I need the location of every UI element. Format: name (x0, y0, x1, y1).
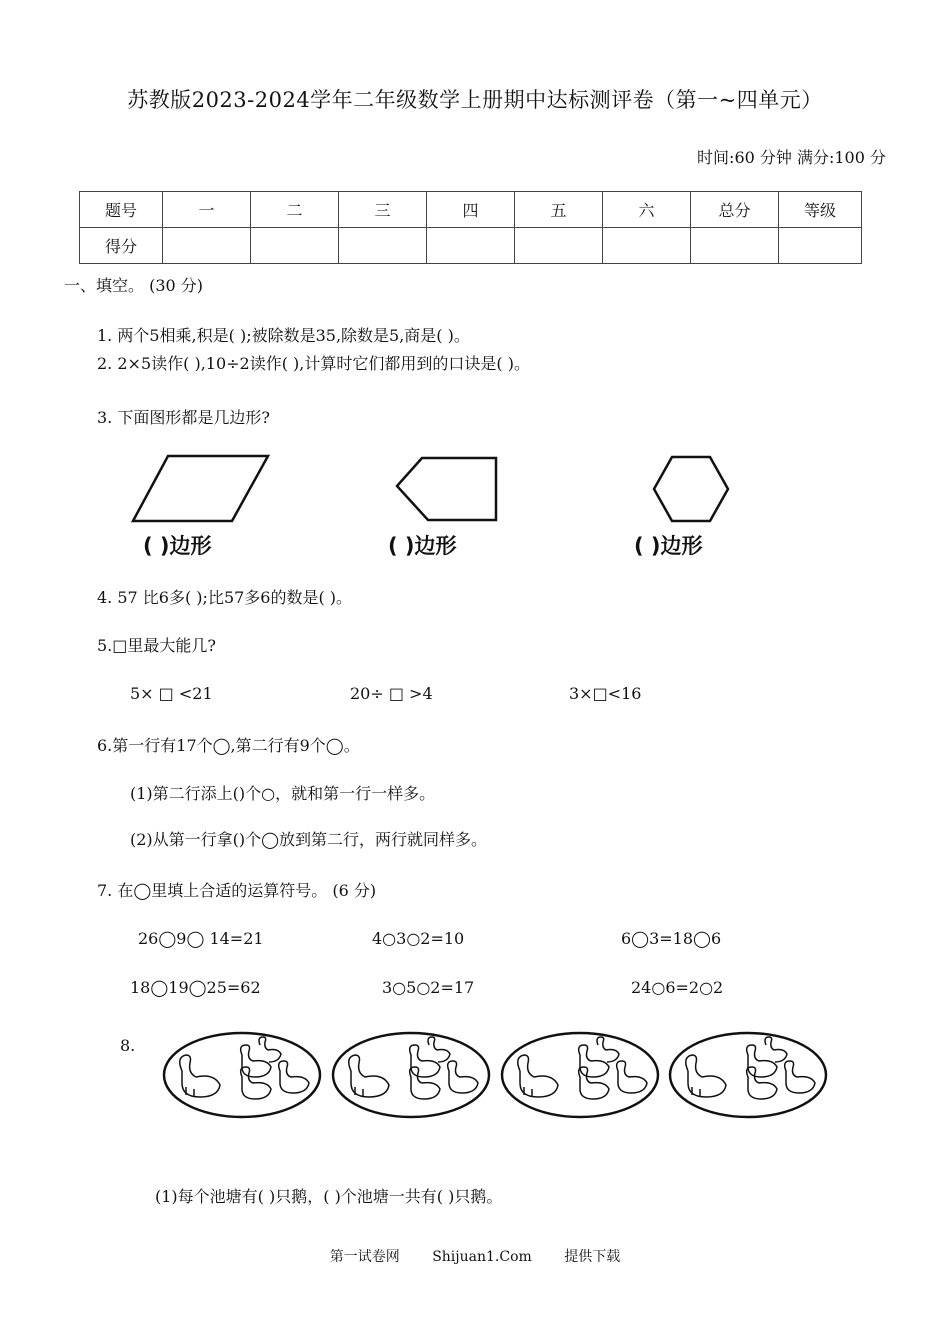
q5-item: 5× □ <21 (130, 684, 213, 703)
header-cell: 五 (515, 192, 603, 228)
question-8: 8. (120, 1036, 136, 1055)
header-cell: 等级 (779, 192, 862, 228)
pond-with-geese-illustration (162, 1031, 324, 1119)
score-cell[interactable] (339, 228, 427, 264)
pond-with-geese-illustration (331, 1031, 493, 1119)
header-cell: 三 (339, 192, 427, 228)
footer-provided-text: 提供下载 (564, 1249, 621, 1265)
question-6: 6.第一行有17个◯,第二行有9个◯。 (97, 736, 360, 755)
q7-item: 3○5○2=17 (382, 978, 475, 997)
score-cell[interactable] (427, 228, 515, 264)
footer-site-url[interactable]: Shijuan1.Com (432, 1249, 532, 1265)
score-cell[interactable] (779, 228, 862, 264)
page-title: 苏教版2023-2024学年二年级数学上册期中达标测评卷（第一~四单元） (127, 88, 823, 112)
q5-item: 3×□<16 (569, 684, 642, 703)
q7-item: 4○3○2=10 (372, 929, 465, 948)
page-footer (0, 1246, 950, 1266)
row-label-cell: 得分 (80, 228, 163, 264)
score-table (79, 191, 862, 264)
exam-meta: 时间:60 分钟 满分:100 分 (697, 148, 886, 167)
question-8-part-1: (1)每个池塘有( )只鹅，( )个池塘一共有( )只鹅。 (155, 1187, 503, 1206)
question-4: 4. 57 比6多( );比57多6的数是( )。 (97, 588, 353, 607)
footer-site-name: 第一试卷网 (329, 1249, 400, 1265)
q5-item: 20÷ □ >4 (350, 684, 433, 703)
score-cell[interactable] (163, 228, 251, 264)
section-heading: 一、填空。 (30 分) (64, 276, 204, 295)
score-cell[interactable] (515, 228, 603, 264)
shape-answer-label: ( )边形 (388, 534, 457, 558)
header-cell: 题号 (80, 192, 163, 228)
score-cell[interactable] (251, 228, 339, 264)
question-1: 1. 两个5相乘,积是( );被除数是35,除数是5,商是( )。 (97, 326, 470, 345)
q7-item: 26◯9◯ 14=21 (138, 929, 264, 948)
shape-answer-label: ( )边形 (634, 534, 703, 558)
header-cell: 六 (603, 192, 691, 228)
hexagon-shape (652, 455, 730, 525)
q7-item: 6◯3=18◯6 (621, 929, 722, 948)
pond-with-geese-illustration (668, 1031, 830, 1119)
question-2: 2. 2×5读作( ),10÷2读作( ),计算时它们都用到的口诀是( )。 (97, 354, 530, 373)
q7-item: 24○6=2○2 (631, 978, 724, 997)
pond-with-geese-illustration (500, 1031, 662, 1119)
pentagon-shape (394, 456, 500, 524)
score-table-header-row (80, 192, 862, 228)
score-cell[interactable] (691, 228, 779, 264)
question-3: 3. 下面图形都是几边形? (97, 408, 270, 427)
header-cell: 四 (427, 192, 515, 228)
q7-item: 18◯19◯25=62 (130, 978, 261, 997)
parallelogram-shape (130, 454, 272, 524)
shape-answer-label: ( )边形 (143, 534, 212, 558)
question-6-part-1: (1)第二行添上()个○，就和第一行一样多。 (130, 784, 436, 803)
question-7: 7. 在◯里填上合适的运算符号。 (6 分) (97, 881, 377, 900)
header-cell: 一 (163, 192, 251, 228)
score-cell[interactable] (603, 228, 691, 264)
header-cell: 二 (251, 192, 339, 228)
question-6-part-2: (2)从第一行拿()个◯放到第二行，两行就同样多。 (130, 830, 488, 849)
header-cell: 总分 (691, 192, 779, 228)
score-table-score-row (80, 228, 862, 264)
question-5: 5.□里最大能几? (97, 636, 216, 655)
